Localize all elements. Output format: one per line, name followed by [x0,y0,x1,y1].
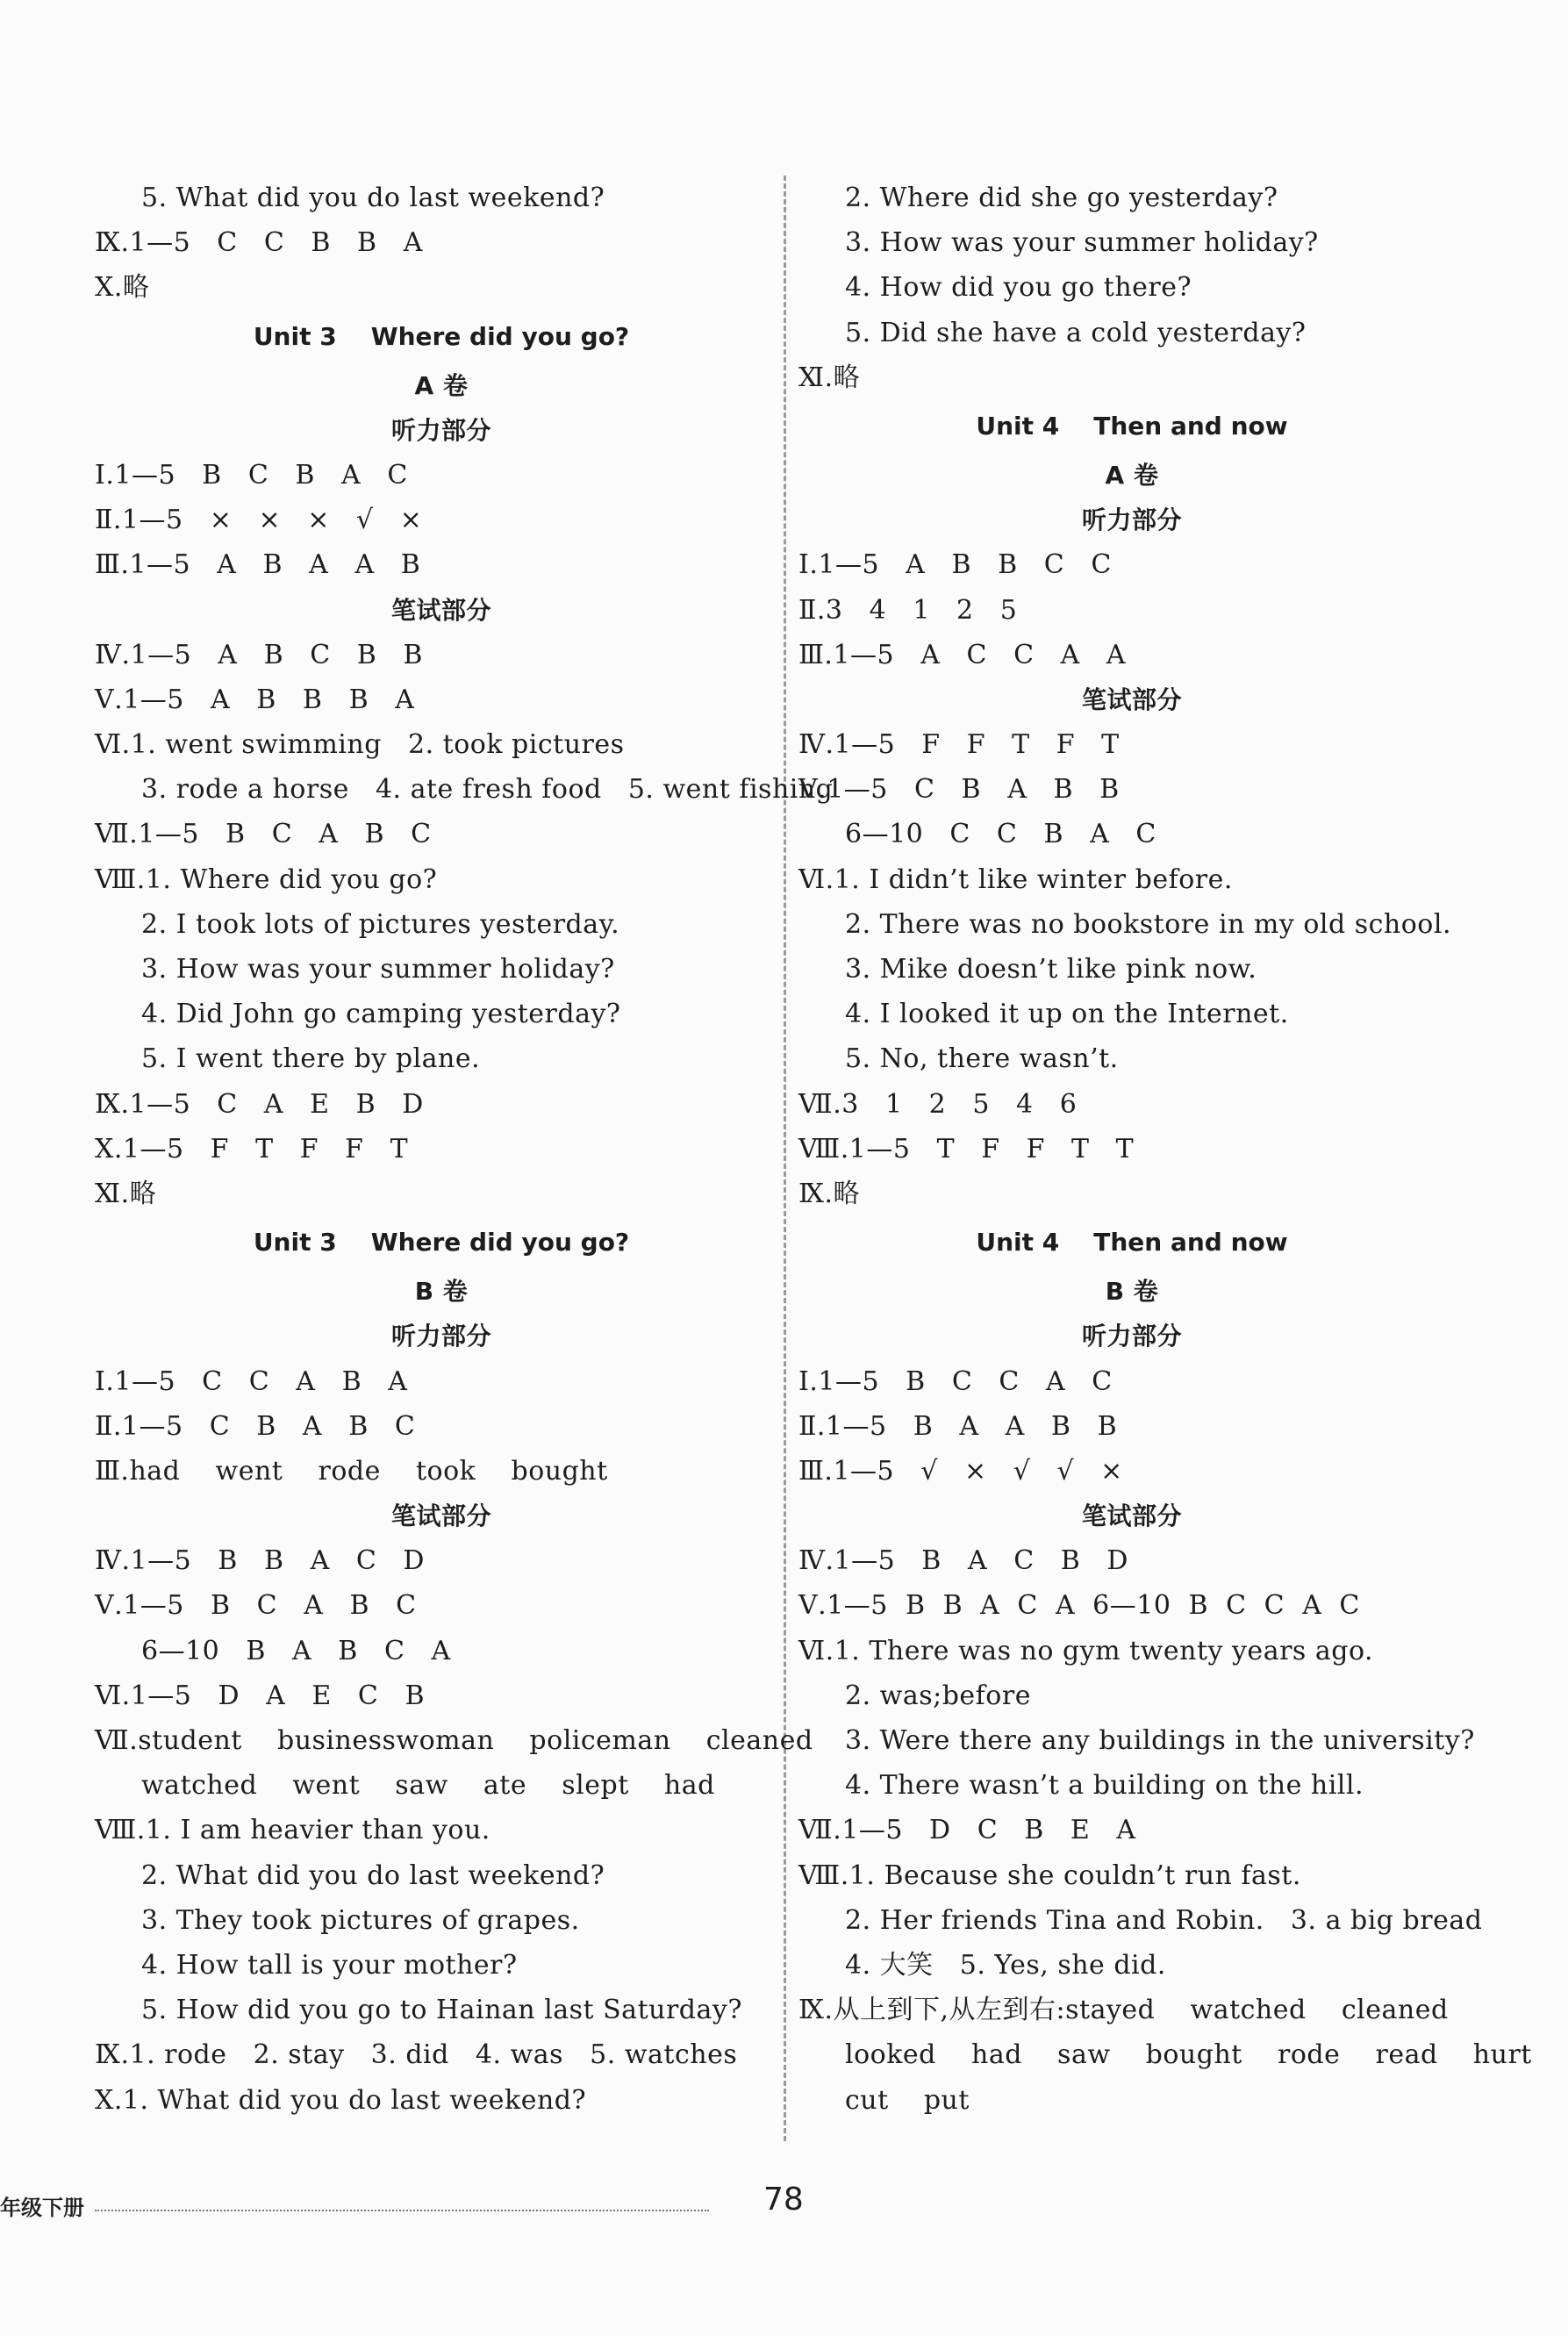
answer-line: Ⅸ.1. rode 2. stay 3. did 4. was 5. watches [95,2039,738,2071]
answer-line: Ⅰ.1—5 B C B A C [95,459,408,491]
section-heading: 听力部分 [1081,1322,1182,1351]
answer-line: Ⅳ.1—5 F F T F T [798,729,1120,761]
answer-line: Ⅶ.1—5 B C A B C [95,819,432,850]
answer-line: Ⅷ.1—5 T F F T T [798,1133,1135,1164]
footer-grade-label: 年级下册 [0,2196,84,2220]
answer-line: 3. rode a horse 4. ate fresh food 5. went fishing [141,774,834,806]
answer-line: 4. I looked it up on the Internet. [845,999,1289,1030]
section-heading: B 卷 [414,1277,469,1307]
section-heading: 听力部分 [1081,505,1182,535]
answer-line: Ⅸ.从上到下,从左到右:stayed watched cleaned [798,1995,1449,2026]
answer-line: 2. There was no bookstore in my old school. [845,908,1451,940]
answer-line: Ⅵ.1. I didn’t like winter before. [798,863,1233,895]
answer-line: Ⅷ.1. I am heavier than you. [95,1815,490,1846]
answer-line: Ⅺ.略 [95,1178,157,1209]
answer-line: 2. What did you do last weekend? [141,1859,605,1891]
section-heading: 听力部分 [390,1322,491,1351]
answer-line: watched went saw ate slept had [141,1770,715,1802]
answer-line: Ⅲ.1—5 √ × √ √ × [798,1455,1123,1487]
right-column [798,176,1532,2123]
answer-line: 4. How did you go there? [845,272,1192,304]
section-heading: 笔试部分 [390,1501,491,1531]
section-heading: B 卷 [1105,1277,1159,1307]
answer-line: Ⅱ.1—5 × × × √ × [95,505,423,536]
page-number: 78 [763,2182,804,2218]
section-heading: 笔试部分 [390,595,491,625]
answer-line: Ⅸ.1—5 C C B B A [95,227,423,259]
unit-title: Unit 4 Then and now [976,1228,1288,1258]
answer-line: Ⅷ.1. Because she couldn’t run fast. [798,1859,1301,1891]
answer-line: 6—10 B A B C A [141,1635,451,1666]
answer-line: Ⅵ.1. went swimming 2. took pictures [95,729,625,761]
answer-line: Ⅴ.1—5 C B A B B [798,774,1120,806]
answer-line: Ⅷ.1. Where did you go? [95,863,438,895]
answer-line: Ⅱ.3 4 1 2 5 [798,594,1018,626]
unit-title: Unit 4 Then and now [976,411,1288,441]
answer-line: 3. Were there any buildings in the university? [845,1725,1475,1756]
answer-line: Ⅵ.1. There was no gym twenty years ago. [798,1635,1374,1666]
section-heading: 听力部分 [390,415,491,445]
answer-line: Ⅳ.1—5 B A C B D [798,1545,1128,1577]
answer-line: 5. Did she have a cold yesterday? [845,317,1307,348]
section-heading: A 卷 [414,370,469,400]
answer-line: Ⅴ.1—5 A B B B A [95,684,415,715]
unit-title: Unit 3 Where did you go? [253,1228,630,1258]
answer-line: Ⅰ.1—5 B C C A C [798,1365,1113,1397]
answer-line: 4. Did John go camping yesterday? [141,999,621,1030]
answer-line: Ⅶ.1—5 D C B E A [798,1815,1136,1846]
answer-line: Ⅵ.1—5 D A E C B [95,1680,426,1711]
answer-line: Ⅴ.1—5 B C A B C [95,1590,417,1622]
answer-line: 2. was;before [845,1680,1031,1711]
answer-line: 4. How tall is your mother? [141,1949,518,1981]
answer-line: Ⅴ.1—5 B B A C A 6—10 B C C A C [798,1590,1360,1622]
answer-line: Ⅱ.1—5 B A A B B [798,1410,1118,1442]
answer-line: Ⅶ.student businesswoman policeman cleaned [95,1725,813,1756]
answer-line: Ⅸ.略 [798,1178,860,1209]
answer-line: 3. They took pictures of grapes. [141,1904,580,1936]
answer-line: Ⅲ.had went rode took bought [95,1455,608,1487]
footer-rule [95,2210,709,2211]
answer-line: 2. I took lots of pictures yesterday. [141,908,620,940]
answer-line: Ⅳ.1—5 A B C B B [95,639,423,670]
answer-line: looked had saw bought rode read hurt [845,2039,1532,2071]
answer-line: 3. Mike doesn’t like pink now. [845,954,1257,985]
answer-line: 6—10 C C B A C [845,819,1156,850]
answer-line: 4. There wasn’t a building on the hill. [845,1770,1364,1802]
answer-line: Ⅲ.1—5 A C C A A [798,639,1127,670]
answer-line: Ⅲ.1—5 A B A A B [95,549,421,581]
answer-line: 4. 大笑 5. Yes, she did. [845,1949,1166,1981]
answer-line: 2. Where did she go yesterday? [845,183,1278,213]
answer-line: Ⅺ.略 [798,362,861,393]
answer-line: Ⅹ.1. What did you do last weekend? [95,2084,587,2116]
unit-title: Unit 3 Where did you go? [253,321,630,351]
answer-line: cut put [845,2084,970,2116]
answer-line: 3. How was your summer holiday? [845,227,1319,259]
answer-line: Ⅰ.1—5 A B B C C [798,549,1112,581]
answer-line: Ⅹ.1—5 F T F F T [95,1133,409,1164]
answer-line: Ⅹ.略 [95,272,150,304]
section-heading: A 卷 [1105,460,1159,490]
answer-line: Ⅳ.1—5 B B A C D [95,1545,425,1577]
answer-line: Ⅱ.1—5 C B A B C [95,1410,416,1442]
answer-line: 5. How did you go to Hainan last Saturday? [141,1995,742,2026]
answer-line: 2. Her friends Tina and Robin. 3. a big bread [845,1904,1483,1936]
answer-line: Ⅰ.1—5 C C A B A [95,1365,408,1397]
section-heading: 笔试部分 [1081,1501,1182,1531]
answer-line: Ⅸ.1—5 C A E B D [95,1088,424,1120]
answer-line: 5. No, there wasn’t. [845,1043,1119,1075]
answer-line: Ⅶ.3 1 2 5 4 6 [798,1088,1078,1120]
section-heading: 笔试部分 [1081,684,1182,714]
answer-line: 5. I went there by plane. [141,1043,481,1075]
answer-line: 3. How was your summer holiday? [141,954,615,985]
answer-line: 5. What did you do last weekend? [141,183,605,213]
